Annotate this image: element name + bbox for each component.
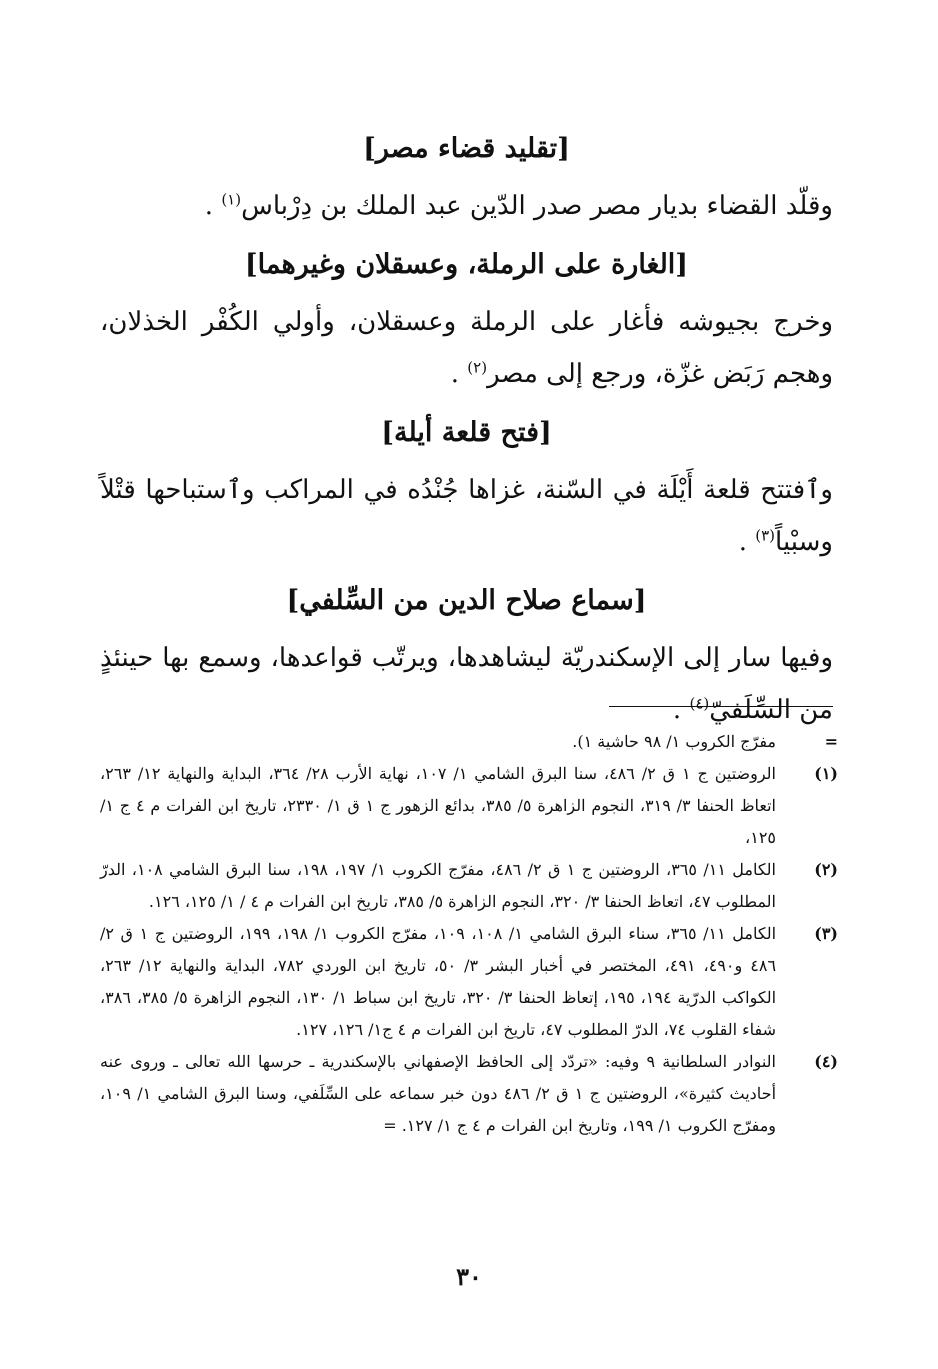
footnote-ref[interactable]: (١) bbox=[221, 190, 242, 209]
footnote-3 bbox=[100, 918, 838, 1046]
paragraph-text: وفيها سار إلى الإسكندريّة ليشاهدها، ويرتّب قواعدها، وسمع بها حينئذٍ من السِّلَفيّ bbox=[100, 643, 833, 725]
footnote-ref[interactable]: (٤) bbox=[689, 694, 710, 713]
section-heading-silafi: [سماع صلاح الدين من السِّلفي] bbox=[286, 585, 647, 616]
paragraph-text: وٱفتتح قلعة أَيْلَة في السّنة، غزاها جُنْدُه في المراكب وٱستباحها قتْلاً وسبْياً bbox=[100, 475, 833, 557]
paragraph-text: وخرج بجيوشه فأغار على الرملة وعسقلان، وأولي الكُفْر الخذلان، وهجم رَبَض غزّة، ورجع إلى مصر bbox=[100, 307, 833, 389]
footnote-1 bbox=[100, 758, 838, 854]
footnote-number: (٣) bbox=[814, 924, 838, 943]
footnote-ref[interactable]: (٢) bbox=[467, 358, 488, 377]
footnote-number: (٤) bbox=[814, 1052, 838, 1071]
section-heading-raid-ramla: [الغارة على الرملة، وعسقلان وغيرهما] bbox=[244, 249, 689, 280]
section-heading-egypt-judiciary: [تقليد قضاء مصر] bbox=[363, 133, 570, 164]
paragraph-end: . bbox=[738, 527, 747, 557]
footnote-2 bbox=[100, 854, 838, 918]
footnote-text: مفرّج الكروب ١/ ٩٨ حاشية ١). bbox=[572, 732, 776, 751]
footnote-number: (١) bbox=[814, 764, 838, 783]
page-number: ٣٠ bbox=[456, 1262, 482, 1291]
footnote-4 bbox=[100, 1046, 838, 1142]
footnote-continuation bbox=[100, 726, 838, 758]
footnote-text: الكامل ١١/ ٣٦٥، سناء البرق الشامي ١/ ١٠٨، ١٠٩، مفرّج الكروب ١/ ١٩٨، ١٩٩، الروضتين ج ١ ق ٢/ ٤٨٦ و٤٩٠، ٤٩١، المختصر في أخبار البشر ٣/ ٥٠، تاريخ ابن الوردي ٧٨٢، البداية والنهاية ١٢/ ٢٦٣، الكواكب الدرّية ١٩٤، ١٩٥، إتعاظ الحنفا ٣/ ٣٢٠، تاريخ ابن سباط ١/ ١٣٠، النجوم الزاهرة ٥/ ٣٨٥، ٣٨٦، شفاء القلوب ٧٤، الدرّ المطلوب ٤٧، تاريخ ابن الفرات م ٤ ج١/ ١٢٦، ١٢٧. bbox=[100, 924, 777, 1039]
paragraph-text: وقلّد القضاء بديار مصر صدر الدّين عبد الملك بن دِرْباس bbox=[241, 191, 833, 221]
paragraph-egypt-judiciary bbox=[100, 180, 833, 232]
footnote-text: الكامل ١١/ ٣٦٥، الروضتين ج ١ ق ٢/ ٤٨٦، مفرّج الكروب ١/ ١٩٧، ١٩٨، سنا البرق الشامي ١٠٨، الدرّ المطلوب ٤٧، اتعاظ الحنفا ٣/ ٣٢٠، النجوم الزاهرة ٥/ ٣٨٥، تاريخ ابن الفرات م ٤ / ١/ ١٢٥، ١٢٦. bbox=[100, 860, 776, 911]
main-text bbox=[100, 128, 833, 748]
paragraph-ayla-castle bbox=[100, 464, 833, 568]
footnotes bbox=[100, 726, 838, 1142]
footnote-separator bbox=[609, 706, 833, 707]
footnote-text: الروضتين ج ١ ق ٢/ ٤٨٦، سنا البرق الشامي ١/ ١٠٧، نهاية الأرب ٢٨/ ٣٦٤، البداية والنهاية ١٢/ ٢٦٣، اتعاظ الحنفا ٣/ ٣١٩، النجوم الزاهرة ٥/ ٣٨٥، بدائع الزهور ج ١ ق ١/ ٢٣٣٠، تاريخ ابن الفرات م ٤ ج ١/ ١٢٥، bbox=[100, 764, 777, 847]
paragraph-end: . bbox=[450, 359, 460, 389]
paragraph-end: . bbox=[672, 695, 682, 725]
footnote-number: (٢) bbox=[814, 860, 838, 879]
footnote-text: النوادر السلطانية ٩ وفيه: «تردّد إلى الحافظ الإصفهاني بالإسكندرية ـ حرسها الله تعالى ـ وروى عنه أحاديث كثيرة»، الروضتين ج ١ ق ٢/ ٤٨٦ دون خبر سماعه على السِّلَفي، وسنا البرق الشامي ١/ ١٠٩، ومفرّج الكروب ١/ ١٩٩، وتاريخ ابن الفرات م ٤ ج ١/ ١٢٧. = bbox=[100, 1052, 777, 1135]
footnote-ref[interactable]: (٣) bbox=[755, 526, 776, 545]
footnote-number: = bbox=[824, 732, 838, 751]
paragraph-raid-ramla bbox=[100, 296, 833, 400]
paragraph-end: . bbox=[204, 191, 214, 221]
paragraph-silafi bbox=[100, 632, 833, 736]
section-heading-ayla-castle: [فتح قلعة أيلة] bbox=[381, 417, 552, 448]
